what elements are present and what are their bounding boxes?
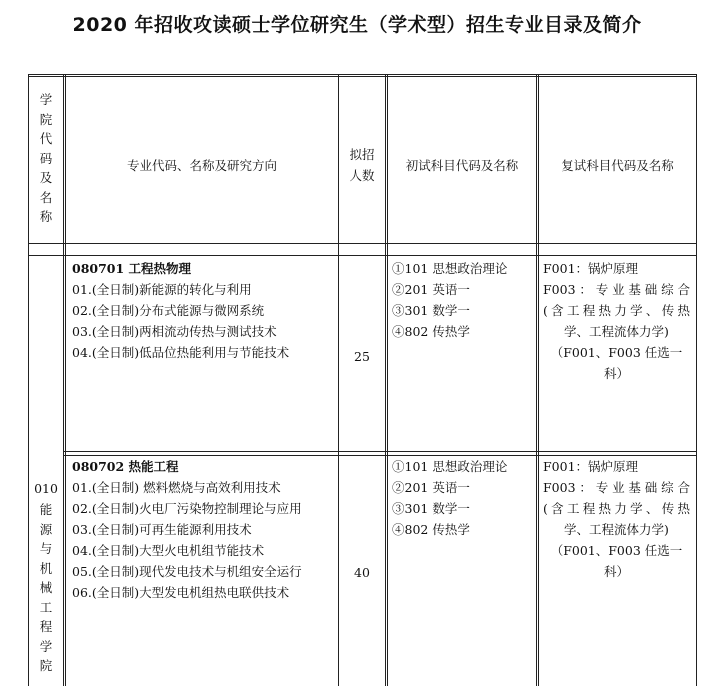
retest-note: 学、工程流体力学) [564, 324, 669, 339]
prelim-subject: ③301 数学一 [392, 303, 470, 318]
column-divider [536, 74, 537, 686]
prelim-subject: ②201 英语一 [392, 480, 470, 495]
program-row [72, 258, 289, 363]
major-code-name: 080701 工程热物理 [72, 261, 192, 276]
header-plan-line2: 人数 [349, 168, 375, 183]
header-prelim: 初试科目代码及名称 [405, 158, 519, 173]
retest-subjects [543, 258, 690, 384]
enrollment-count: 25 [354, 349, 370, 364]
column-divider [385, 74, 386, 686]
prelim-subject: ④802 传热学 [392, 522, 470, 537]
research-direction: 04.(全日制)大型火电机组节能技术 [72, 543, 265, 558]
page-title: 2020 年招收攻读硕士学位研究生（学术型）招生专业目录及简介 [72, 14, 642, 36]
prelim-subject: ①101 思想政治理论 [392, 261, 508, 276]
retest-subject: F003：专业基础综合 [543, 282, 690, 297]
research-direction: 03.(全日制)两相流动传热与测试技术 [72, 324, 277, 339]
college-name: 能源与机械工程学院 [39, 502, 53, 673]
prelim-subject: ②201 英语一 [392, 282, 470, 297]
retest-subject: F001：锅炉原理 [543, 459, 639, 474]
research-direction: 03.(全日制)可再生能源利用技术 [72, 522, 252, 537]
retest-note: （F001、F003 任选一科） [550, 345, 683, 381]
college-code: 010 [34, 481, 58, 496]
enrollment-count: 40 [354, 565, 370, 580]
header-retest: 复试科目代码及名称 [561, 158, 674, 173]
header-plan-line1: 拟招 [349, 147, 375, 162]
research-direction: 01.(全日制)新能源的转化与利用 [72, 282, 252, 297]
retest-subjects [543, 456, 690, 582]
program-row [72, 456, 302, 603]
retest-subject: F001：锅炉原理 [543, 261, 639, 276]
table-border-left [28, 74, 29, 686]
prelim-subjects [392, 456, 507, 540]
header-bottom-rule [28, 255, 697, 256]
prelim-subjects [392, 258, 507, 342]
table-border-right [696, 74, 697, 686]
prelim-subject: ③301 数学一 [392, 501, 470, 516]
column-divider [63, 74, 64, 686]
research-direction: 01.(全日制) 燃料燃烧与高效利用技术 [72, 480, 281, 495]
header-bottom-rule [28, 243, 697, 244]
header-major: 专业代码、名称及研究方向 [126, 158, 277, 173]
retest-subject: F003：专业基础综合 [543, 480, 690, 495]
retest-note: (含工程热力学、传热 [543, 501, 690, 516]
retest-note: (含工程热力学、传热 [543, 303, 690, 318]
retest-note: 学、工程流体力学) [564, 522, 669, 537]
research-direction: 04.(全日制)低品位热能利用与节能技术 [72, 345, 290, 360]
research-direction: 05.(全日制)现代发电技术与机组安全运行 [72, 564, 302, 579]
header-college: 学院代码及名称 [39, 92, 53, 224]
program-separator [64, 451, 697, 452]
research-direction: 02.(全日制)分布式能源与微网系统 [72, 303, 265, 318]
retest-note: （F001、F003 任选一科） [550, 543, 683, 579]
table-border-top [28, 74, 697, 75]
prelim-subject: ④802 传热学 [392, 324, 470, 339]
research-direction: 06.(全日制)大型发电机组热电联供技术 [72, 585, 290, 600]
major-code-name: 080702 热能工程 [72, 459, 179, 474]
prelim-subject: ①101 思想政治理论 [392, 459, 508, 474]
research-direction: 02.(全日制)火电厂污染物控制理论与应用 [72, 501, 302, 516]
table-border-header [28, 76, 697, 77]
